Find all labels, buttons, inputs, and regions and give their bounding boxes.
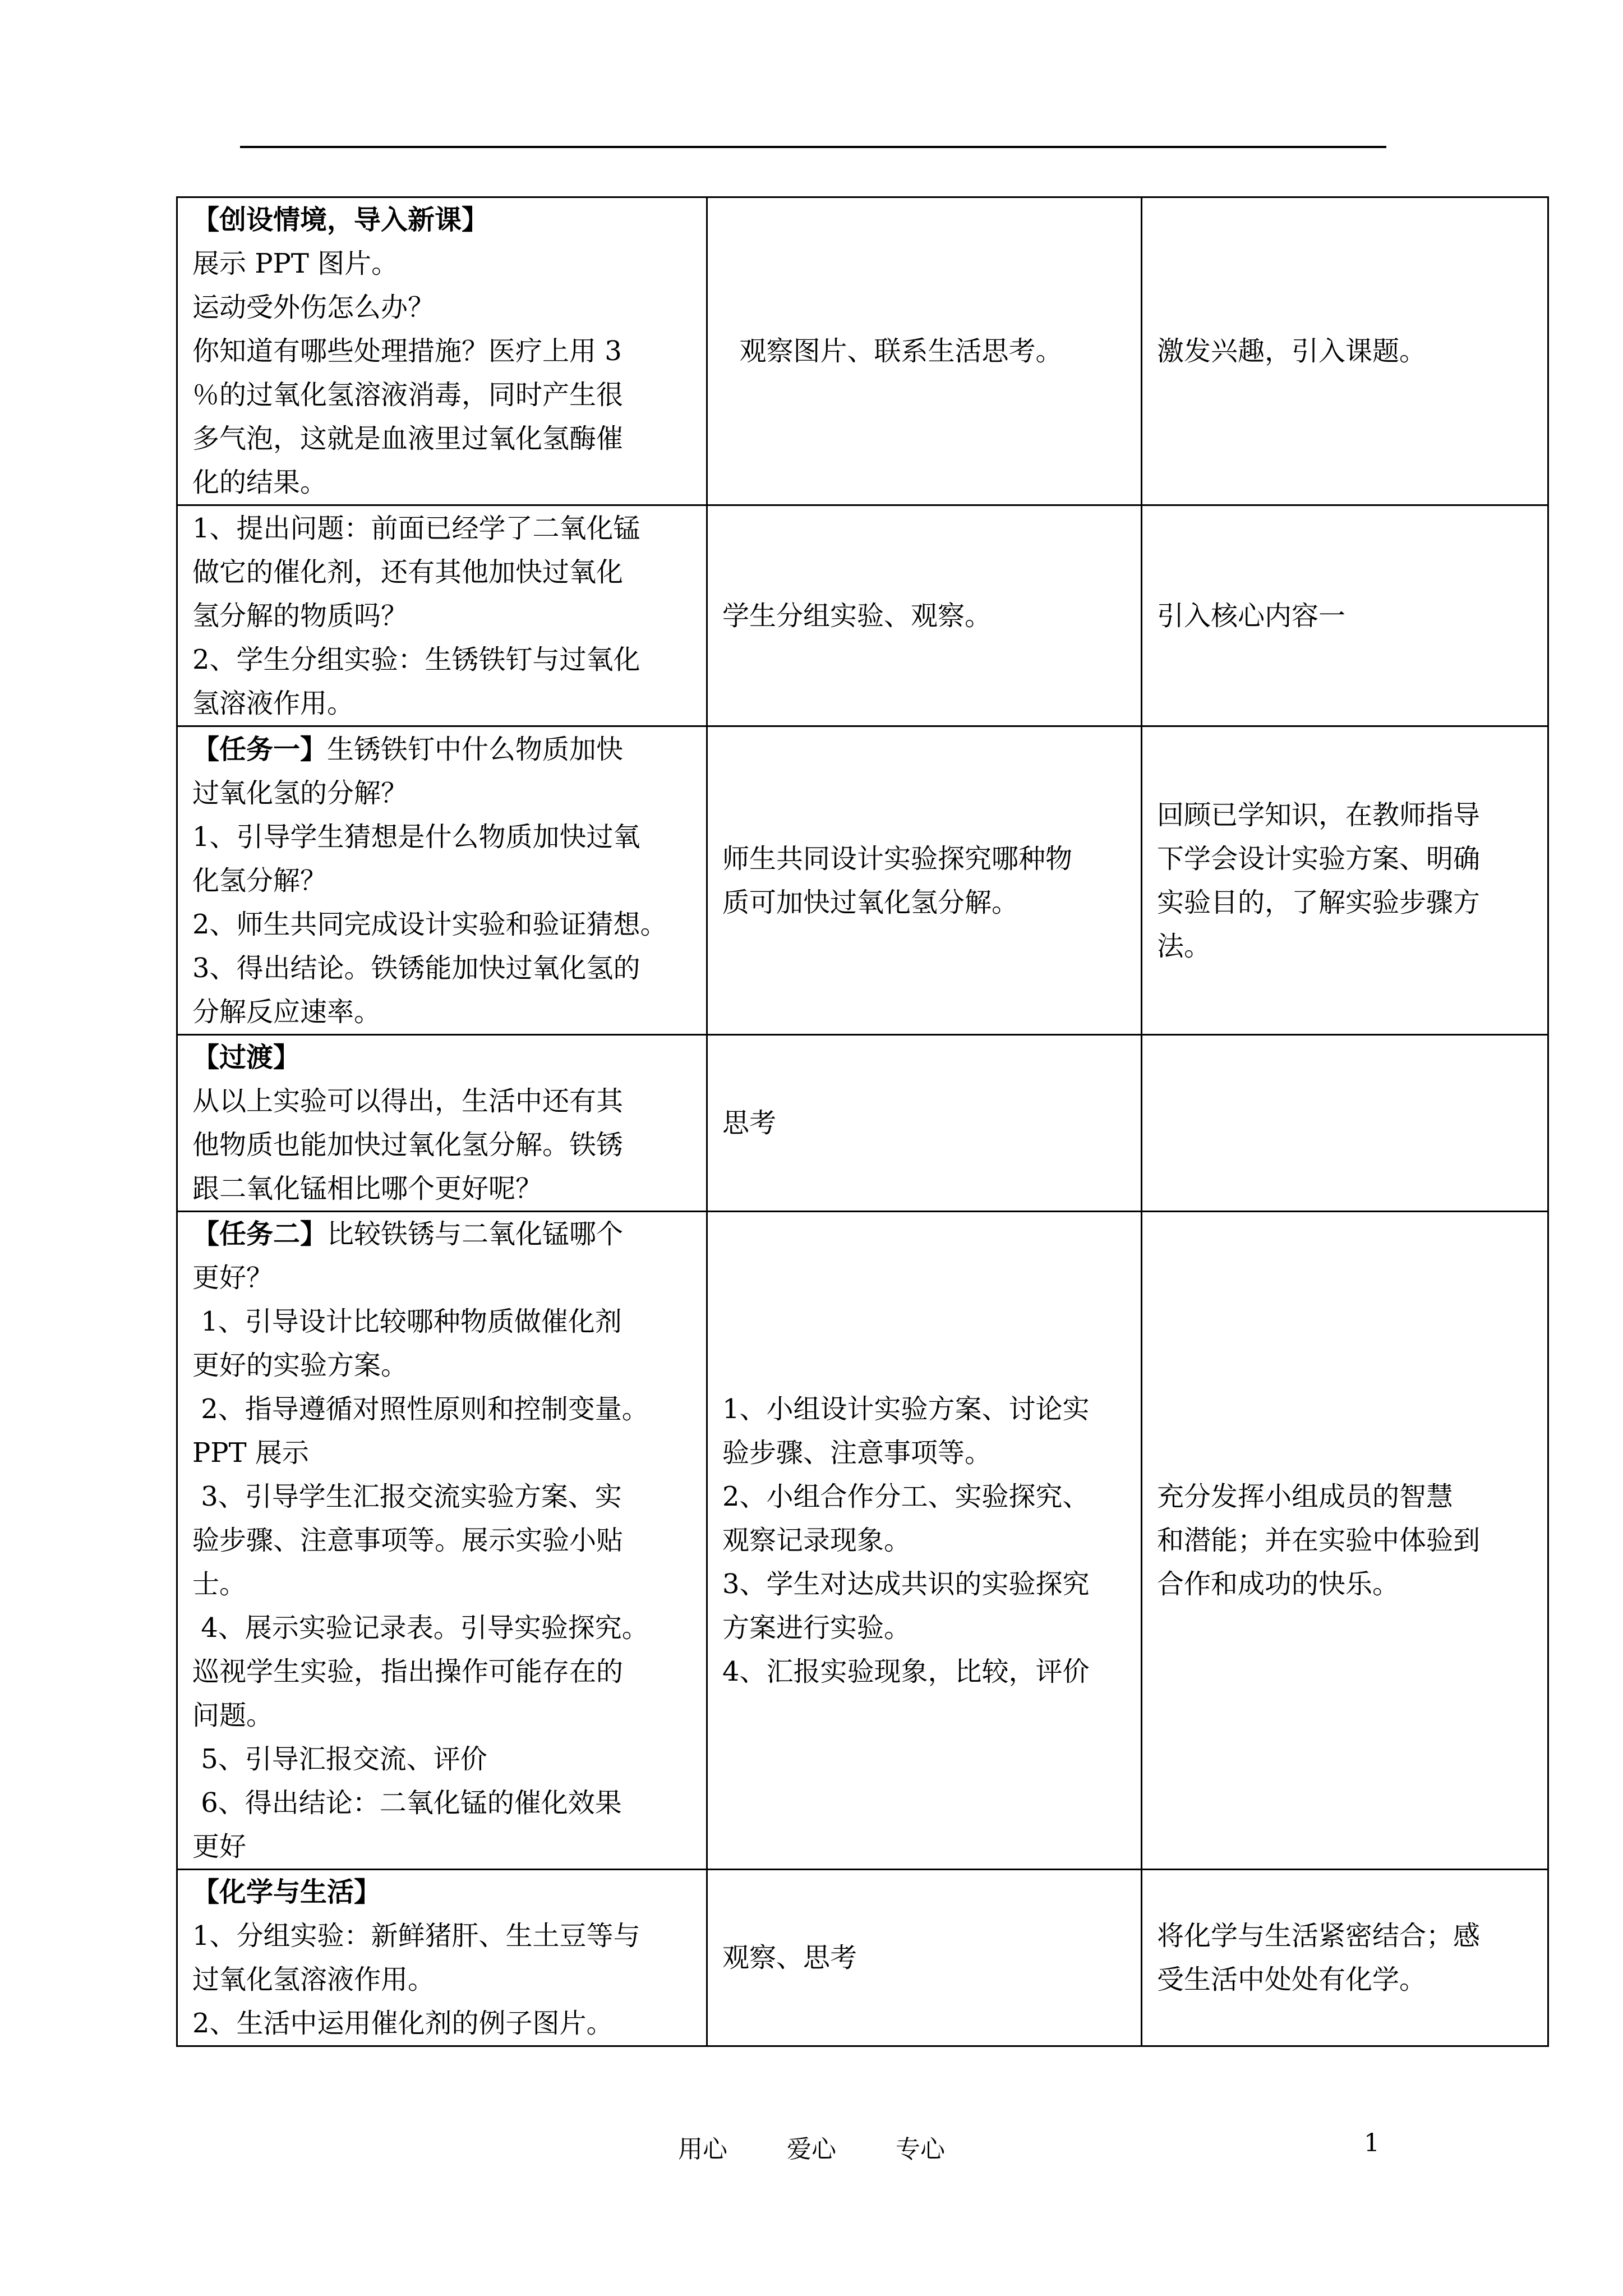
student-activity-line: 2、小组合作分工、实验探究、 [722,1481,1090,1512]
teacher-activity-line: ％的过氧化氢溶液消毒，同时产生很 [192,379,624,411]
student-activity-cell [707,1212,1142,1870]
design-purpose-cell [1142,1212,1548,1870]
teacher-activity-line: 更好的实验方案。 [192,1350,408,1381]
teacher-activity-line: 【任务二】比较铁锈与二氧化锰哪个 [192,1218,624,1250]
teacher-activity-line: 【化学与生活】 [192,1876,381,1908]
teacher-activity-cell [177,1035,707,1212]
design-purpose-line: 实验目的，了解实验步骤方 [1157,886,1481,918]
teacher-activity-cell [177,197,707,505]
table-row [177,1212,1548,1870]
footer-item: 用心 [678,2135,727,2164]
student-activity-line: 方案进行实验。 [722,1612,911,1644]
design-purpose-line: 充分发挥小组成员的智慧 [1157,1481,1454,1512]
design-purpose-line: 将化学与生活紧密结合；感 [1157,1920,1481,1952]
lesson-plan-body [177,197,1548,2046]
teacher-activity-line: 2、学生分组实验：生锈铁钉与过氧化 [192,643,640,675]
design-purpose-cell [1142,726,1548,1035]
student-activity-cell [707,197,1142,505]
footer-item: 专心 [896,2135,945,2164]
student-activity-line: 观察记录现象。 [722,1525,911,1556]
design-purpose-line: 法。 [1157,930,1211,962]
teacher-activity-line: 士。 [192,1568,247,1600]
design-purpose-cell [1142,197,1548,505]
teacher-activity-line: 更好？ [192,1262,274,1294]
teacher-activity-line: 3、得出结论。铁锈能加快过氧化氢的 [192,952,640,984]
teacher-activity-line: 【过渡】 [192,1042,301,1073]
teacher-activity-line: 【任务一】生锈铁钉中什么物质加快 [192,733,624,765]
design-purpose-line: 引入核心内容一 [1157,600,1346,632]
teacher-activity-line: 做它的催化剂，还有其他加快过氧化 [192,556,624,588]
design-purpose-cell [1142,1870,1548,2046]
teacher-activity-line: 5、引导汇报交流、评价 [192,1743,487,1775]
table-row [177,1035,1548,1212]
teacher-activity-line: 化氢分解？ [192,864,328,896]
teacher-activity-cell [177,505,707,726]
teacher-activity-line: 2、生活中运用催化剂的例子图片。 [192,2008,614,2039]
teacher-activity-line: 6、得出结论：二氧化锰的催化效果 [192,1787,622,1819]
teacher-activity-line: 1、提出问题：前面已经学了二氧化锰 [192,512,640,544]
student-activity-line: 3、学生对达成共识的实验探究 [722,1568,1090,1600]
footer-item: 爱心 [787,2135,836,2164]
header-rule [240,146,1386,148]
teacher-activity-line: 2、师生共同完成设计实验和验证猜想。 [192,908,667,940]
teacher-activity-line: 多气泡，这就是血液里过氧化氢酶催 [192,423,624,454]
teacher-activity-line: 分解反应速率。 [192,996,381,1028]
student-activity-line: 1、小组设计实验方案、讨论实 [722,1393,1090,1425]
table-row [177,1870,1548,2046]
design-purpose-line: 下学会设计实验方案、明确 [1157,843,1481,875]
design-purpose-line: 回顾已学知识，在教师指导 [1157,799,1481,831]
teacher-activity-line: 问题。 [192,1700,274,1731]
design-purpose-cell [1142,505,1548,726]
teacher-activity-line: 4、展示实验记录表。引导实验探究。 [192,1612,649,1644]
teacher-activity-line: 更好 [192,1831,247,1862]
teacher-activity-line: PPT 展示 [192,1437,309,1469]
teacher-activity-line: 1、引导学生猜想是什么物质加快过氧 [192,821,640,853]
student-activity-line: 质可加快过氧化氢分解。 [722,886,1019,918]
teacher-activity-line: 巡视学生实验，指出操作可能存在的 [192,1656,624,1687]
design-purpose-line: 激发兴趣，引入课题。 [1157,335,1427,367]
teacher-activity-line: 他物质也能加快过氧化氢分解。铁锈 [192,1129,624,1161]
teacher-activity-cell [177,726,707,1035]
teacher-activity-cell [177,1870,707,2046]
teacher-activity-line: 1、引导设计比较哪种物质做催化剂 [192,1306,622,1337]
teacher-activity-line: 过氧化氢溶液作用。 [192,1964,435,1995]
teacher-activity-line: 展示 PPT 图片。 [192,248,399,279]
teacher-activity-line: 过氧化氢的分解？ [192,777,408,809]
section-heading: 【任务一】 [192,733,328,765]
student-activity-cell [707,726,1142,1035]
student-activity-line: 观察图片、联系生活思考。 [722,335,1063,367]
student-activity-line: 师生共同设计实验探究哪种物 [722,843,1073,875]
teacher-activity-line: 跟二氧化锰相比哪个更好呢？ [192,1173,543,1204]
teacher-activity-line: 1、分组实验：新鲜猪肝、生土豆等与 [192,1920,640,1952]
page-number: 1 [1364,2129,1380,2157]
teacher-activity-line: 2、指导遵循对照性原则和控制变量。 [192,1393,649,1425]
teacher-activity-line: 3、引导学生汇报交流实验方案、实 [192,1481,622,1512]
teacher-activity-line: 氢溶液作用。 [192,687,354,719]
student-activity-cell [707,1870,1142,2046]
table-row [177,726,1548,1035]
design-purpose-line: 受生活中处处有化学。 [1157,1964,1427,1995]
design-purpose-cell [1142,1035,1548,1212]
design-purpose-line: 和潜能；并在实验中体验到 [1157,1525,1481,1556]
section-heading: 【任务二】 [192,1218,328,1250]
teacher-activity-line: 氢分解的物质吗？ [192,600,408,632]
teacher-activity-cell [177,1212,707,1870]
table-row [177,505,1548,726]
student-activity-line: 验步骤、注意事项等。 [722,1437,992,1469]
student-activity-line: 观察、思考 [722,1942,857,1973]
teacher-activity-line: 化的结果。 [192,467,328,498]
lesson-plan-table [176,196,1549,2047]
table-row [177,197,1548,505]
student-activity-line: 学生分组实验、观察。 [722,600,992,632]
teacher-activity-line: 从以上实验可以得出，生活中还有其 [192,1085,624,1117]
teacher-activity-line: 运动受外伤怎么办？ [192,292,435,323]
student-activity-line: 4、汇报实验现象，比较，评价 [722,1656,1090,1687]
teacher-activity-line: 【创设情境，导入新课】 [192,204,489,236]
teacher-activity-line: 你知道有哪些处理措施？医疗上用 3 [192,335,622,367]
teacher-activity-line: 验步骤、注意事项等。展示实验小贴 [192,1525,624,1556]
student-activity-line: 思考 [722,1107,777,1139]
student-activity-cell [707,1035,1142,1212]
student-activity-cell [707,505,1142,726]
design-purpose-line: 合作和成功的快乐。 [1157,1568,1400,1600]
